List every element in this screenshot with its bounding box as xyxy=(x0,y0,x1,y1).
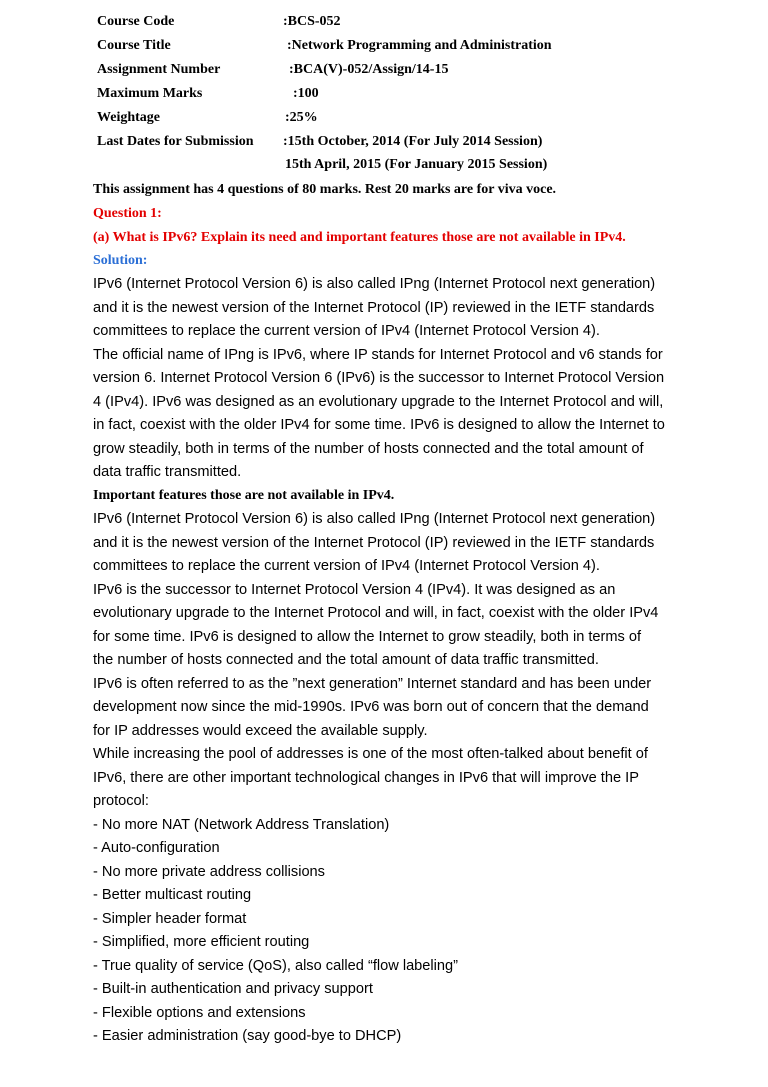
meta-label: Weightage xyxy=(97,110,160,125)
body-line: for IP addresses would exceed the available supply. xyxy=(93,723,428,739)
body-line: IPv6, there are other important technological changes in IPv6 that will improve the IP xyxy=(93,770,639,786)
body-line: version 6. Internet Protocol Version 6 (IPv6) is the successor to Internet Protocol Version xyxy=(93,370,665,386)
meta-value: :BCA(V)-052/Assign/14-15 xyxy=(289,62,449,77)
features-heading: Important features those are not available in IPv4. xyxy=(93,488,395,503)
list-item: - Simplified, more efficient routing xyxy=(93,934,310,950)
question-heading: Question 1: xyxy=(93,206,162,221)
list-item: - True quality of service (QoS), also called “flow labeling” xyxy=(93,958,458,974)
meta-value: :15th October, 2014 (For July 2014 Session) xyxy=(283,134,543,149)
body-line: The official name of IPng is IPv6, where IP stands for Internet Protocol and v6 stands for xyxy=(93,347,663,363)
body-line: the number of hosts connected and the total amount of data traffic transmitted. xyxy=(93,652,599,668)
body-line: in fact, coexist with the older IPv4 for some time. IPv6 is designed to allow the Internet to xyxy=(93,417,665,433)
meta-value: :100 xyxy=(293,86,319,101)
body-line: While increasing the pool of addresses is one of the most often-talked about benefit of xyxy=(93,746,648,762)
list-item: - Easier administration (say good-bye to DHCP) xyxy=(93,1028,402,1044)
meta-value: :BCS-052 xyxy=(283,14,341,29)
body-line: IPv6 (Internet Protocol Version 6) is also called IPng (Internet Protocol next generation) xyxy=(93,511,656,527)
meta-value: :Network Programming and Administration xyxy=(287,38,552,53)
solution-heading: Solution: xyxy=(93,253,148,268)
meta-label: Last Dates for Submission xyxy=(97,134,254,149)
body-line: for some time. IPv6 is designed to allow the Internet to grow steadily, both in terms of xyxy=(93,629,642,645)
meta-value: 15th April, 2015 (For January 2015 Session) xyxy=(285,157,548,172)
body-line: data traffic transmitted. xyxy=(93,464,242,480)
meta-label: Assignment Number xyxy=(97,62,221,77)
list-item: - No more NAT (Network Address Translation) xyxy=(93,817,390,833)
list-item: - Simpler header format xyxy=(93,911,247,927)
body-line: evolutionary upgrade to the Internet Protocol and will, in fact, coexist with the older IPv4 xyxy=(93,605,659,621)
body-line: IPv6 (Internet Protocol Version 6) is also called IPng (Internet Protocol next generation) xyxy=(93,276,656,292)
intro-text: This assignment has 4 questions of 80 marks. Rest 20 marks are for viva voce. xyxy=(93,182,557,197)
body-line: 4 (IPv4). IPv6 was designed as an evolutionary upgrade to the Internet Protocol and will, xyxy=(93,394,664,410)
question-a: (a) What is IPv6? Explain its need and important features those are not available in IPv4. xyxy=(93,230,626,245)
body-line: committees to replace the current version of IPv4 (Internet Protocol Version 4). xyxy=(93,323,600,339)
body-line: committees to replace the current version of IPv4 (Internet Protocol Version 4). xyxy=(93,558,600,574)
body-line: IPv6 is the successor to Internet Protocol Version 4 (IPv4). It was designed as an xyxy=(93,582,616,598)
body-line: and it is the newest version of the Internet Protocol (IP) reviewed in the IETF standards xyxy=(93,535,655,551)
list-item: - No more private address collisions xyxy=(93,864,325,880)
meta-value: :25% xyxy=(285,110,318,125)
list-item: - Auto-configuration xyxy=(93,840,220,856)
body-line: and it is the newest version of the Internet Protocol (IP) reviewed in the IETF standards xyxy=(93,300,655,316)
list-item: - Built-in authentication and privacy support xyxy=(93,981,373,997)
meta-label: Maximum Marks xyxy=(97,86,203,101)
meta-label: Course Code xyxy=(97,14,175,29)
body-line: protocol: xyxy=(93,793,149,809)
body-line: IPv6 is often referred to as the ”next generation” Internet standard and has been under xyxy=(93,676,652,692)
list-item: - Flexible options and extensions xyxy=(93,1005,306,1021)
body-line: grow steadily, both in terms of the number of hosts connected and the total amount of xyxy=(93,441,644,457)
body-line: development now since the mid-1990s. IPv6 was born out of concern that the demand xyxy=(93,699,649,715)
list-item: - Better multicast routing xyxy=(93,887,252,903)
meta-label: Course Title xyxy=(97,38,171,53)
